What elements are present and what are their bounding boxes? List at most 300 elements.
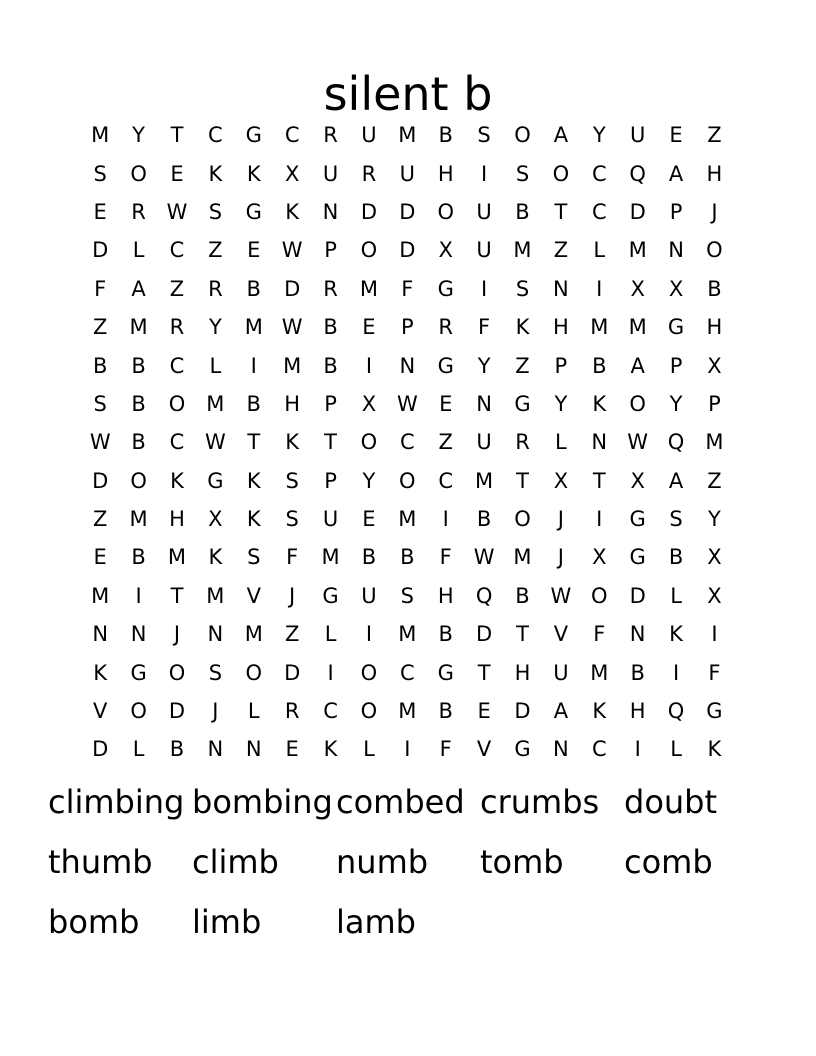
- grid-letter: S: [285, 507, 299, 532]
- grid-letter: Z: [438, 430, 453, 455]
- letter-grid: [81, 116, 735, 769]
- grid-letter: I: [250, 353, 257, 378]
- grid-letter: T: [516, 622, 529, 647]
- grid-letter: I: [596, 276, 603, 301]
- grid-row: [81, 346, 735, 384]
- grid-letter: N: [629, 622, 646, 647]
- grid-letter: C: [323, 699, 338, 724]
- grid-letter: D: [629, 583, 646, 608]
- grid-letter: W: [204, 430, 226, 455]
- grid-letter: S: [400, 583, 414, 608]
- grid-row: [81, 577, 735, 615]
- grid-letter: I: [711, 622, 718, 647]
- grid-letter: L: [324, 622, 337, 647]
- grid-letter: U: [476, 238, 492, 263]
- grid-letter: D: [92, 737, 109, 762]
- grid-row: [81, 730, 735, 768]
- grid-letter: P: [669, 199, 683, 224]
- grid-letter: X: [361, 391, 377, 416]
- word-list-item: comb: [624, 843, 713, 881]
- grid-letter: X: [208, 507, 223, 532]
- grid-letter: P: [554, 353, 568, 378]
- grid-letter: G: [629, 545, 646, 570]
- grid-letter: H: [437, 583, 454, 608]
- grid-letter: E: [93, 199, 107, 224]
- grid-letter: C: [284, 123, 300, 148]
- grid-letter: R: [361, 161, 377, 186]
- grid-letter: K: [246, 507, 261, 532]
- grid-row: [81, 231, 735, 269]
- grid-letter: F: [708, 660, 721, 685]
- grid-letter: V: [476, 737, 492, 762]
- grid-letter: K: [592, 391, 607, 416]
- grid-letter: U: [476, 430, 492, 455]
- grid-letter: V: [93, 699, 108, 724]
- grid-letter: N: [207, 622, 224, 647]
- grid-letter: M: [359, 276, 378, 301]
- grid-letter: K: [246, 161, 261, 186]
- grid-letter: I: [327, 660, 334, 685]
- grid-letter: Z: [553, 238, 569, 263]
- grid-letter: C: [399, 660, 415, 685]
- grid-letter: Z: [169, 276, 185, 301]
- grid-letter: Y: [554, 391, 568, 416]
- grid-letter: Z: [93, 315, 108, 340]
- grid-letter: Y: [669, 391, 683, 416]
- word-list-item: tomb: [480, 843, 564, 881]
- word-list-item: bomb: [48, 903, 140, 941]
- grid-letter: K: [669, 622, 683, 647]
- grid-letter: W: [89, 430, 111, 455]
- grid-letter: F: [439, 545, 452, 570]
- grid-letter: C: [169, 430, 185, 455]
- grid-letter: C: [438, 468, 454, 493]
- grid-letter: N: [476, 391, 492, 416]
- grid-letter: P: [324, 468, 337, 493]
- grid-letter: I: [634, 737, 641, 762]
- word-list-item: bombing: [192, 783, 333, 821]
- grid-letter: I: [481, 276, 488, 301]
- grid-letter: B: [515, 583, 530, 608]
- grid-letter: H: [514, 660, 531, 685]
- grid-letter: T: [592, 468, 606, 493]
- grid-letter: Z: [208, 238, 223, 263]
- grid-letter: I: [442, 507, 449, 532]
- grid-letter: M: [513, 238, 532, 263]
- grid-letter: Z: [707, 468, 722, 493]
- grid-letter: N: [322, 199, 339, 224]
- grid-letter: B: [323, 315, 338, 340]
- grid-row: [81, 154, 735, 192]
- grid-letter: M: [628, 238, 647, 263]
- grid-letter: K: [515, 315, 530, 340]
- grid-letter: G: [629, 507, 646, 532]
- grid-row: [81, 308, 735, 346]
- grid-letter: M: [398, 123, 417, 148]
- grid-letter: C: [208, 123, 223, 148]
- grid-letter: B: [438, 699, 453, 724]
- grid-letter: K: [285, 430, 300, 455]
- grid-letter: N: [207, 737, 224, 762]
- grid-letter: L: [670, 583, 682, 608]
- grid-letter: E: [170, 161, 184, 186]
- grid-letter: I: [404, 737, 411, 762]
- grid-letter: G: [437, 276, 454, 301]
- grid-letter: Q: [629, 161, 646, 186]
- word-list-item: numb: [336, 843, 429, 881]
- grid-letter: C: [399, 430, 415, 455]
- grid-letter: L: [593, 238, 606, 263]
- grid-letter: G: [667, 315, 685, 340]
- grid-letter: R: [169, 315, 185, 340]
- grid-letter: Z: [93, 507, 108, 532]
- grid-letter: D: [360, 199, 378, 224]
- grid-letter: H: [169, 507, 185, 532]
- grid-letter: B: [438, 123, 453, 148]
- grid-letter: X: [707, 545, 722, 570]
- grid-letter: E: [362, 507, 376, 532]
- grid-letter: R: [284, 699, 300, 724]
- grid-letter: F: [286, 545, 299, 570]
- word-list-item: combed: [336, 783, 465, 821]
- grid-letter: M: [398, 699, 417, 724]
- grid-letter: Y: [132, 123, 145, 148]
- grid-letter: J: [557, 545, 564, 570]
- grid-letter: S: [93, 161, 107, 186]
- grid-letter: B: [707, 276, 722, 301]
- grid-letter: C: [169, 353, 185, 378]
- grid-letter: J: [173, 622, 181, 647]
- grid-letter: O: [514, 507, 531, 532]
- grid-letter: Y: [592, 123, 606, 148]
- grid-letter: F: [439, 737, 452, 762]
- grid-letter: W: [166, 199, 188, 224]
- grid-letter: O: [437, 199, 454, 224]
- grid-letter: N: [591, 430, 608, 455]
- grid-letter: S: [208, 199, 223, 224]
- grid-letter: F: [401, 276, 414, 301]
- grid-letter: O: [591, 583, 608, 608]
- grid-letter: D: [629, 199, 646, 224]
- grid-letter: W: [396, 391, 418, 416]
- grid-letter: J: [557, 507, 564, 532]
- word-list-item: crumbs: [480, 783, 600, 821]
- grid-letter: B: [323, 353, 338, 378]
- grid-letter: S: [477, 123, 491, 148]
- grid-letter: M: [283, 353, 302, 378]
- grid-letter: N: [399, 353, 416, 378]
- grid-letter: U: [476, 199, 492, 224]
- grid-letter: M: [129, 507, 148, 532]
- grid-letter: R: [131, 199, 146, 224]
- grid-letter: S: [515, 276, 530, 301]
- grid-letter: M: [475, 468, 494, 493]
- grid-letter: Y: [208, 315, 222, 340]
- grid-letter: B: [438, 622, 453, 647]
- grid-letter: G: [706, 699, 723, 724]
- grid-letter: K: [323, 737, 338, 762]
- grid-letter: T: [170, 123, 184, 148]
- grid-letter: F: [593, 622, 606, 647]
- grid-letter: X: [592, 545, 607, 570]
- grid-letter: B: [361, 545, 377, 570]
- word-list-item: climb: [192, 843, 279, 881]
- grid-letter: I: [672, 660, 680, 685]
- grid-letter: M: [206, 583, 225, 608]
- grid-letter: U: [361, 123, 377, 148]
- grid-letter: E: [93, 545, 107, 570]
- grid-letter: M: [244, 315, 263, 340]
- grid-letter: A: [553, 699, 569, 724]
- grid-letter: O: [168, 391, 186, 416]
- grid-letter: N: [553, 276, 569, 301]
- grid-letter: D: [92, 238, 109, 263]
- grid-letter: B: [668, 545, 684, 570]
- grid-letter: T: [247, 430, 261, 455]
- grid-letter: C: [169, 238, 185, 263]
- grid-letter: R: [438, 315, 453, 340]
- grid-letter: K: [707, 737, 722, 762]
- grid-letter: S: [93, 391, 107, 416]
- grid-letter: H: [706, 161, 723, 186]
- grid-letter: I: [481, 161, 488, 186]
- grid-letter: B: [246, 391, 261, 416]
- grid-letter: B: [131, 353, 146, 378]
- grid-letter: J: [212, 699, 219, 724]
- grid-letter: M: [398, 507, 417, 532]
- grid-row: [81, 653, 735, 691]
- grid-letter: M: [91, 583, 110, 608]
- word-list-item: climbing: [48, 783, 185, 821]
- grid-letter: I: [135, 583, 142, 608]
- grid-letter: U: [399, 161, 415, 186]
- grid-letter: B: [246, 276, 261, 301]
- grid-letter: S: [285, 468, 299, 493]
- grid-letter: L: [670, 737, 682, 762]
- grid-letter: Y: [362, 468, 376, 493]
- grid-letter: E: [285, 737, 299, 762]
- grid-letter: L: [132, 737, 145, 762]
- grid-letter: G: [245, 199, 262, 224]
- grid-letter: K: [170, 468, 184, 493]
- grid-letter: M: [398, 622, 417, 647]
- grid-letter: S: [247, 545, 261, 570]
- grid-letter: M: [628, 315, 647, 340]
- grid-letter: E: [247, 238, 261, 263]
- grid-letter: D: [284, 276, 301, 301]
- grid-row: [81, 116, 735, 154]
- grid-letter: R: [208, 276, 223, 301]
- grid-letter: M: [513, 545, 532, 570]
- grid-letter: N: [668, 238, 684, 263]
- grid-letter: P: [324, 238, 337, 263]
- grid-letter: Y: [477, 353, 491, 378]
- grid-letter: Q: [475, 583, 493, 608]
- grid-letter: B: [131, 430, 146, 455]
- grid-letter: O: [130, 699, 147, 724]
- grid-letter: E: [439, 391, 453, 416]
- grid-letter: U: [322, 161, 339, 186]
- grid-letter: K: [208, 545, 223, 570]
- grid-letter: O: [360, 430, 378, 455]
- grid-letter: X: [630, 276, 645, 301]
- grid-letter: R: [323, 123, 338, 148]
- grid-row: [81, 538, 735, 576]
- grid-letter: A: [630, 353, 645, 378]
- grid-letter: K: [93, 660, 108, 685]
- grid-letter: P: [324, 391, 337, 416]
- grid-letter: P: [708, 391, 721, 416]
- word-list-item: doubt: [624, 783, 718, 821]
- grid-letter: B: [92, 353, 108, 378]
- grid-letter: N: [553, 737, 569, 762]
- grid-letter: M: [321, 545, 340, 570]
- grid-letter: D: [92, 468, 109, 493]
- grid-letter: M: [167, 545, 187, 570]
- grid-letter: Q: [667, 699, 685, 724]
- grid-letter: K: [285, 199, 300, 224]
- grid-letter: T: [170, 583, 184, 608]
- grid-letter: B: [630, 660, 645, 685]
- grid-letter: N: [130, 622, 147, 647]
- grid-letter: W: [473, 545, 495, 570]
- grid-letter: X: [707, 583, 722, 608]
- grid-letter: Q: [667, 430, 685, 455]
- grid-letter: J: [289, 583, 296, 608]
- grid-letter: S: [669, 507, 683, 532]
- grid-row: [81, 615, 735, 653]
- grid-letter: M: [206, 391, 225, 416]
- grid-letter: R: [515, 430, 530, 455]
- grid-letter: B: [592, 353, 607, 378]
- grid-letter: O: [130, 468, 147, 493]
- grid-letter: O: [360, 238, 378, 263]
- grid-letter: U: [361, 583, 377, 608]
- grid-letter: X: [630, 468, 645, 493]
- grid-letter: L: [132, 238, 145, 263]
- grid-letter: L: [247, 699, 260, 724]
- grid-letter: D: [476, 622, 493, 647]
- grid-letter: O: [245, 660, 263, 685]
- grid-letter: T: [516, 468, 529, 493]
- grid-letter: X: [438, 238, 453, 263]
- grid-letter: X: [284, 161, 300, 186]
- grid-letter: B: [169, 737, 185, 762]
- grid-letter: T: [554, 199, 568, 224]
- grid-letter: O: [130, 161, 147, 186]
- grid-letter: M: [590, 660, 609, 685]
- grid-letter: M: [129, 315, 148, 340]
- grid-letter: G: [130, 660, 147, 685]
- grid-letter: C: [591, 737, 607, 762]
- grid-row: [81, 692, 735, 730]
- grid-letter: N: [245, 737, 262, 762]
- grid-letter: X: [553, 468, 569, 493]
- grid-letter: Y: [708, 507, 721, 532]
- grid-letter: S: [208, 660, 223, 685]
- grid-letter: O: [552, 161, 570, 186]
- grid-letter: A: [553, 123, 569, 148]
- grid-letter: O: [514, 123, 531, 148]
- grid-letter: W: [281, 315, 303, 340]
- grid-letter: D: [399, 238, 416, 263]
- grid-letter: B: [515, 199, 530, 224]
- grid-letter: R: [323, 276, 338, 301]
- grid-letter: B: [476, 507, 492, 532]
- grid-letter: G: [437, 660, 454, 685]
- grid-letter: K: [592, 699, 607, 724]
- grid-letter: I: [596, 507, 603, 532]
- grid-letter: K: [208, 161, 223, 186]
- grid-letter: A: [668, 161, 684, 186]
- word-list-item: limb: [192, 903, 262, 941]
- grid-letter: M: [705, 430, 724, 455]
- grid-letter: H: [284, 391, 301, 416]
- grid-letter: Z: [707, 123, 722, 148]
- grid-letter: Z: [515, 353, 530, 378]
- grid-letter: A: [131, 276, 146, 301]
- grid-letter: W: [627, 430, 649, 455]
- grid-letter: U: [322, 507, 339, 532]
- grid-letter: T: [477, 660, 491, 685]
- grid-letter: P: [400, 315, 414, 340]
- grid-letter: E: [477, 699, 491, 724]
- grid-letter: H: [629, 699, 646, 724]
- grid-letter: I: [365, 622, 373, 647]
- grid-letter: L: [209, 353, 222, 378]
- grid-letter: O: [629, 391, 646, 416]
- grid-letter: I: [365, 353, 373, 378]
- page-title: silent b: [323, 66, 493, 121]
- grid-letter: X: [707, 353, 722, 378]
- grid-row: [81, 500, 735, 538]
- word-list-item: thumb: [48, 843, 153, 881]
- grid-letter: D: [284, 660, 301, 685]
- grid-letter: D: [399, 199, 416, 224]
- grid-letter: L: [555, 430, 567, 455]
- grid-letter: V: [553, 622, 569, 647]
- grid-row: [81, 462, 735, 500]
- grid-letter: M: [91, 123, 110, 148]
- grid-letter: D: [514, 699, 531, 724]
- grid-letter: V: [246, 583, 261, 608]
- grid-letter: G: [437, 353, 454, 378]
- grid-letter: O: [360, 699, 378, 724]
- grid-row: [81, 423, 735, 461]
- grid-letter: E: [362, 315, 376, 340]
- grid-letter: D: [168, 699, 186, 724]
- grid-letter: E: [669, 123, 683, 148]
- grid-letter: B: [400, 545, 415, 570]
- grid-letter: G: [514, 737, 531, 762]
- grid-letter: C: [591, 199, 607, 224]
- grid-letter: M: [590, 315, 609, 340]
- grid-letter: T: [324, 430, 337, 455]
- grid-letter: O: [168, 660, 186, 685]
- grid-letter: H: [552, 315, 569, 340]
- grid-letter: F: [478, 315, 491, 340]
- grid-letter: G: [245, 123, 262, 148]
- grid-letter: O: [360, 660, 378, 685]
- grid-letter: G: [322, 583, 339, 608]
- grid-letter: C: [591, 161, 607, 186]
- grid-letter: B: [131, 391, 146, 416]
- grid-letter: B: [131, 545, 146, 570]
- grid-letter: F: [94, 276, 107, 301]
- grid-letter: N: [92, 622, 109, 647]
- grid-letter: S: [515, 161, 530, 186]
- grid-letter: H: [437, 161, 454, 186]
